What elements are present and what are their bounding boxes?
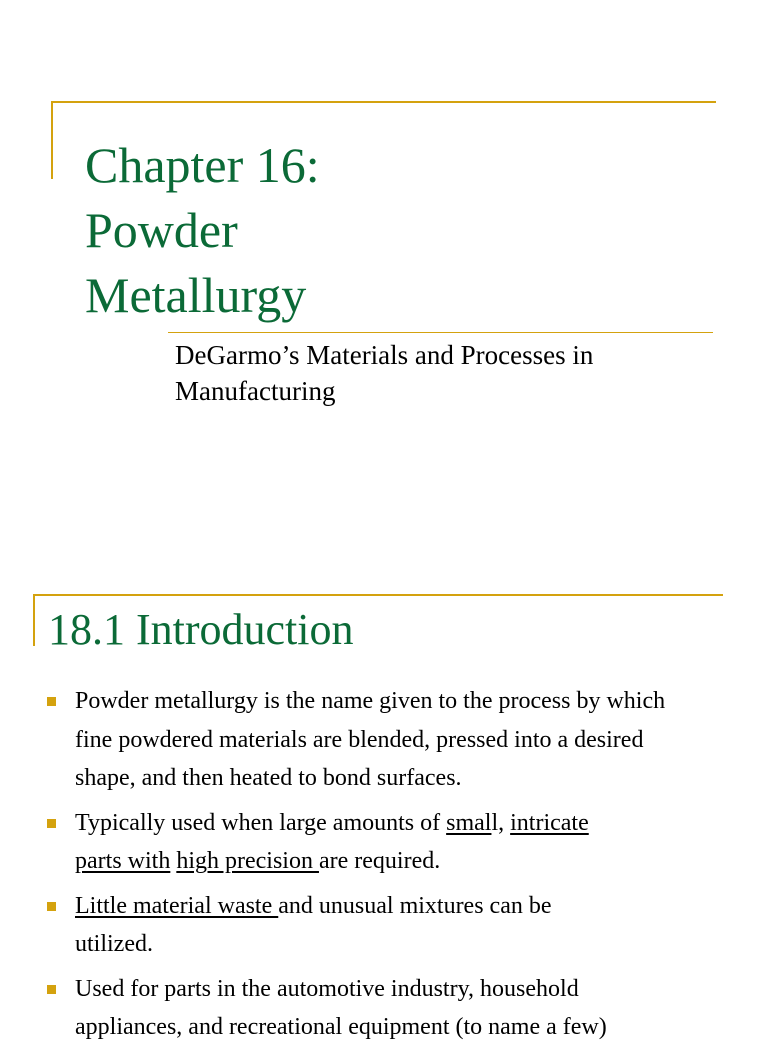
title-line: Chapter 16:: [85, 137, 320, 193]
slide-title: [85, 133, 320, 328]
frame-top-rule: [51, 101, 716, 103]
bullet-text-line: [75, 1008, 728, 1047]
underlined-text: high precision: [176, 848, 319, 874]
frame-top-rule: [33, 594, 723, 596]
subtitle-line: DeGarmo’s Materials and Processes in: [175, 340, 594, 370]
frame-left-rule: [33, 594, 35, 646]
bullet-text-line: [75, 925, 728, 964]
text-run: l,: [491, 809, 511, 836]
bullet-item: [0, 804, 768, 881]
underlined-text: intricate: [510, 809, 589, 836]
square-bullet-icon: [47, 697, 56, 706]
introduction-slide: [0, 560, 768, 1040]
section-heading: 18.1 Introduction: [48, 605, 354, 654]
frame-left-rule: [51, 101, 53, 179]
text-run: Powder metallurgy is the name given to the process by which: [75, 688, 666, 714]
square-bullet-icon: [47, 819, 56, 828]
underlined-text: smal: [446, 809, 492, 836]
title-line: Metallurgy: [85, 267, 307, 323]
underlined-text: parts with: [75, 848, 171, 874]
title-line: Powder: [85, 202, 238, 258]
text-run: fine powdered materials are blended, pressed into a desired: [75, 726, 644, 753]
text-run: Typically used when large amounts of: [75, 809, 447, 836]
subtitle-rule: [168, 332, 713, 333]
bullet-text-line: [75, 682, 728, 721]
bullet-text-line: [75, 842, 728, 881]
text-run: appliances, and recreational equipment (to name a few): [75, 1014, 607, 1040]
bullet-text-line: [75, 970, 728, 1009]
text-run: and unusual mixtures can be: [278, 892, 552, 919]
bullet-item: [0, 887, 768, 964]
bullet-text-line: [75, 721, 728, 760]
bullet-item: [0, 682, 768, 798]
square-bullet-icon: [47, 902, 56, 911]
text-run: shape, and then heated to bond surfaces.: [75, 765, 462, 791]
bullet-text-line: [75, 804, 728, 843]
text-run: Used for parts in the automotive industry, household: [75, 975, 579, 1002]
text-run: utilized.: [75, 931, 153, 957]
subtitle-line: Manufacturing: [175, 376, 336, 406]
square-bullet-icon: [47, 985, 56, 994]
bullet-list: [0, 682, 768, 1053]
bullet-item: [0, 970, 768, 1047]
bullet-text-line: [75, 759, 728, 798]
bullet-text-line: [75, 887, 728, 926]
slide-subtitle: [175, 337, 695, 409]
underlined-text: Little material waste: [75, 892, 279, 919]
text-run: are required.: [318, 848, 441, 874]
